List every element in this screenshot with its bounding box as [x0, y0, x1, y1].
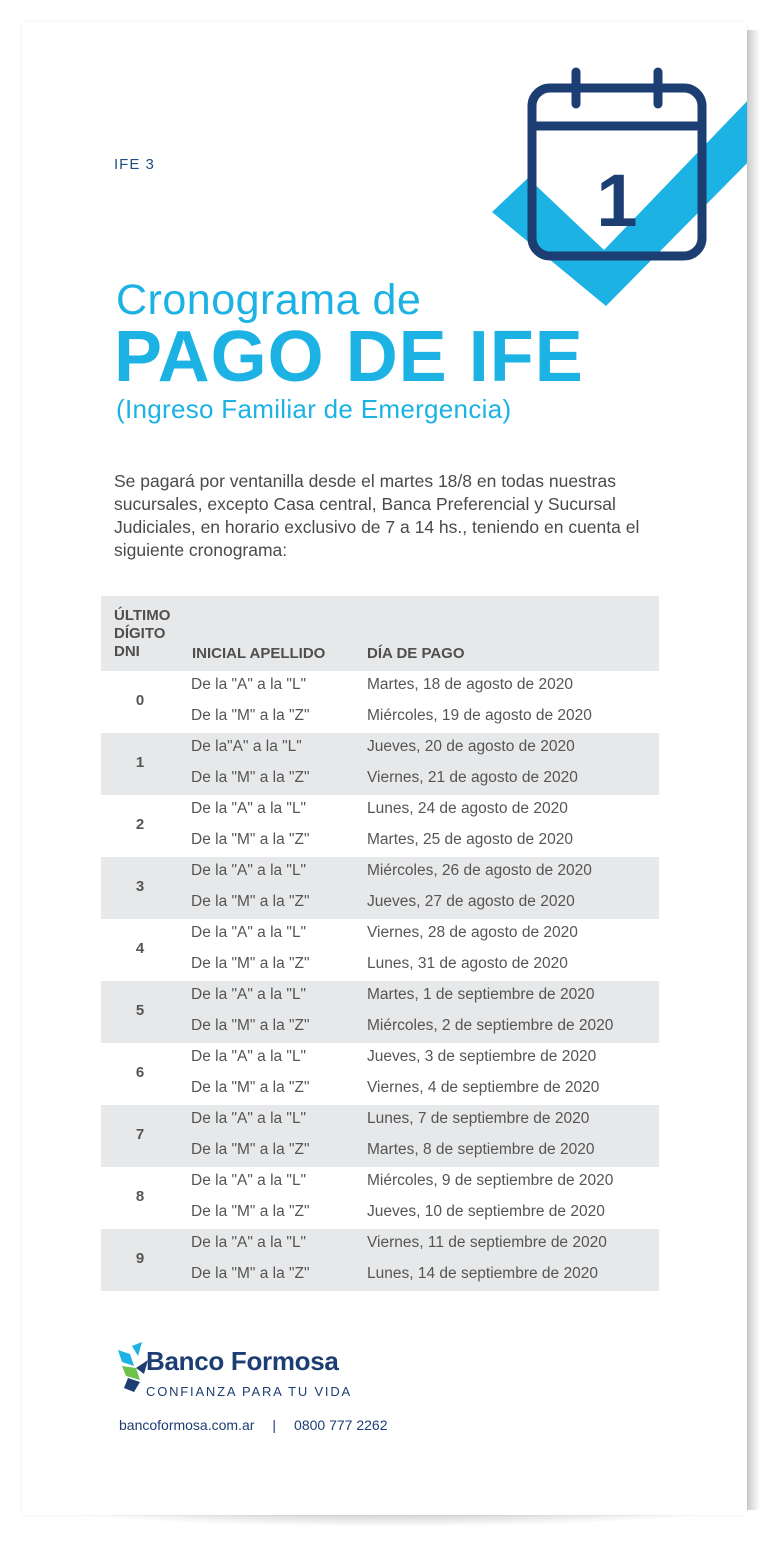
apellido-cell: De la "M" a la "Z": [191, 1203, 310, 1220]
dia-cell: Miércoles, 9 de septiembre de 2020: [367, 1172, 614, 1189]
dni-digit: 5: [135, 1002, 145, 1019]
apellido-cell: De la "A" a la "L": [191, 1048, 307, 1065]
dia-cell: Martes, 8 de septiembre de 2020: [367, 1141, 595, 1158]
apellido-cell: De la "A" a la "L": [191, 924, 307, 941]
table-row-group: [101, 857, 659, 919]
dia-cell: Martes, 1 de septiembre de 2020: [367, 986, 595, 1003]
header-dni-line-1: ÚLTIMO: [114, 607, 171, 624]
table-row-group: [101, 1105, 659, 1167]
dni-digit: 7: [135, 1126, 145, 1143]
table-row-group: [101, 919, 659, 981]
dni-digit: 1: [135, 754, 145, 771]
phone-number: 0800 777 2262: [294, 1417, 388, 1433]
dia-cell: Jueves, 27 de agosto de 2020: [367, 893, 575, 910]
dia-cell: Lunes, 14 de septiembre de 2020: [367, 1265, 598, 1282]
table-header: [101, 596, 659, 671]
apellido-cell: De la "M" a la "Z": [191, 955, 310, 972]
dni-digit: 0: [135, 692, 145, 709]
header-dni: [114, 607, 170, 661]
dia-cell: Jueves, 10 de septiembre de 2020: [367, 1203, 605, 1220]
dia-cell: Jueves, 20 de agosto de 2020: [367, 738, 575, 755]
apellido-cell: De la"A" a la "L": [191, 738, 302, 755]
apellido-cell: De la "A" a la "L": [191, 862, 307, 879]
apellido-cell: De la "A" a la "L": [191, 1110, 307, 1127]
header-dni-line-3: DNI: [114, 643, 140, 660]
dia-cell: Martes, 25 de agosto de 2020: [367, 831, 573, 848]
apellido-cell: De la "M" a la "Z": [191, 769, 310, 786]
header-dni-line-2: DÍGITO: [114, 625, 166, 642]
dni-digit: 9: [135, 1250, 145, 1267]
apellido-cell: De la "A" a la "L": [191, 1234, 307, 1251]
title-line-2: PAGO DE IFE: [114, 317, 584, 397]
calendar-check-icon: [472, 66, 747, 316]
bank-slogan: CONFIANZA PARA TU VIDA: [146, 1384, 352, 1399]
table-row-group: [101, 1229, 659, 1291]
calendar-digit: 1: [596, 159, 638, 242]
table-row-group: [101, 733, 659, 795]
title-line-1: Cronograma de: [116, 276, 422, 324]
apellido-cell: De la "A" a la "L": [191, 676, 307, 693]
dni-digit: 3: [135, 878, 145, 895]
schedule-table: [101, 596, 659, 1291]
dia-cell: Miércoles, 19 de agosto de 2020: [367, 707, 592, 724]
dia-cell: Lunes, 7 de septiembre de 2020: [367, 1110, 590, 1127]
footer-contact: [119, 1417, 387, 1433]
dni-digit: 4: [135, 940, 145, 957]
bank-name: Banco Formosa: [146, 1346, 339, 1376]
apellido-cell: De la "M" a la "Z": [191, 707, 310, 724]
dia-cell: Viernes, 11 de septiembre de 2020: [367, 1234, 607, 1251]
table-row-group: [101, 671, 659, 733]
apellido-cell: De la "M" a la "Z": [191, 893, 310, 910]
apellido-cell: De la "M" a la "Z": [191, 1141, 310, 1158]
title-line-3: (Ingreso Familiar de Emergencia): [116, 394, 512, 424]
dia-cell: Lunes, 24 de agosto de 2020: [367, 800, 568, 817]
apellido-cell: De la "M" a la "Z": [191, 1017, 310, 1034]
table-row-group: [101, 981, 659, 1043]
intro-paragraph: Se pagará por ventanilla desde el martes 18/8 en todas nuestras sucursales, excepto Casa central, Banca Preferencial y Sucursal Judiciales, en horario exclusivo de 7 a 14 hs., teniendo en cuenta el siguiente cronograma:: [114, 471, 640, 560]
header-apellido: INICIAL APELLIDO: [192, 645, 326, 662]
dia-cell: Viernes, 21 de agosto de 2020: [367, 769, 578, 786]
dia-cell: Miércoles, 26 de agosto de 2020: [367, 862, 592, 879]
apellido-cell: De la "M" a la "Z": [191, 831, 310, 848]
footer-separator: |: [272, 1417, 277, 1433]
flyer-card: [22, 22, 747, 1515]
table-row-group: [101, 1043, 659, 1105]
apellido-cell: De la "A" a la "L": [191, 1172, 307, 1189]
apellido-cell: De la "A" a la "L": [191, 800, 307, 817]
dni-digit: 2: [135, 816, 145, 833]
apellido-cell: De la "M" a la "Z": [191, 1079, 310, 1096]
dni-digit: 6: [135, 1064, 145, 1081]
apellido-cell: De la "A" a la "L": [191, 986, 307, 1003]
website-link[interactable]: bancoformosa.com.ar: [119, 1417, 255, 1433]
card-shadow-right: [746, 30, 760, 1510]
dia-cell: Viernes, 4 de septiembre de 2020: [367, 1079, 600, 1096]
dia-cell: Jueves, 3 de septiembre de 2020: [367, 1048, 597, 1065]
document-tag: IFE 3: [114, 156, 155, 173]
table-row-group: [101, 1167, 659, 1229]
dia-cell: Miércoles, 2 de septiembre de 2020: [367, 1017, 614, 1034]
dia-cell: Martes, 18 de agosto de 2020: [367, 676, 573, 693]
header-dia: DÍA DE PAGO: [367, 645, 465, 662]
dni-digit: 8: [135, 1188, 145, 1205]
dia-cell: Viernes, 28 de agosto de 2020: [367, 924, 578, 941]
dia-cell: Lunes, 31 de agosto de 2020: [367, 955, 568, 972]
table-row-group: [101, 795, 659, 857]
apellido-cell: De la "M" a la "Z": [191, 1265, 310, 1282]
